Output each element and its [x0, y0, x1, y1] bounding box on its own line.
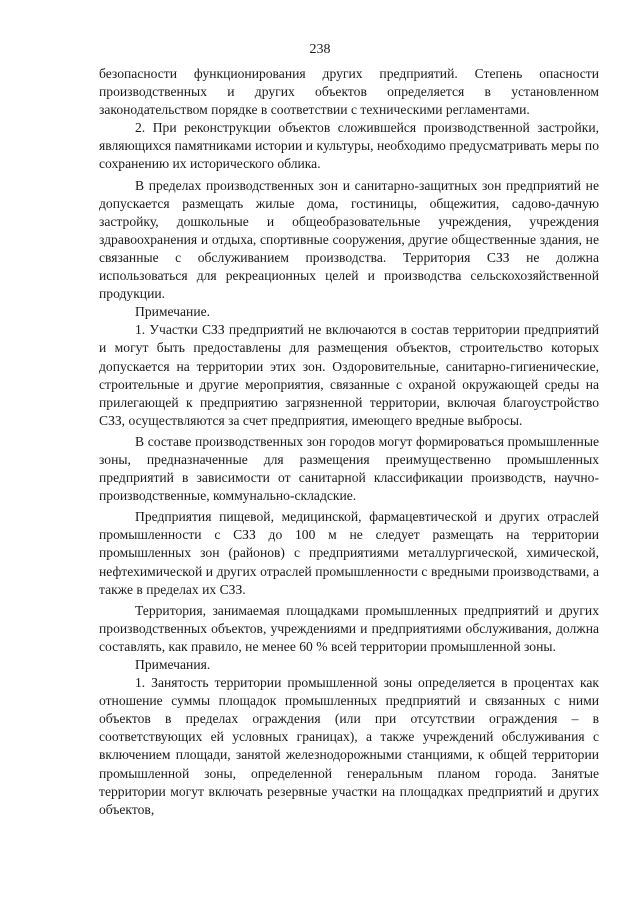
notes-item-1-occupancy: 1. Занятость территории промышленной зоны определяется в процентах как отношение суммы площадок промышленных предприятий и связанных с ними объектов в пределах ограждения (или при отсутствии ограждения – в соответствующих ей условных границах), а также учреждений обслуживания с включением площади, занятой железнодорожными станциями, к общей территории промышленной зоны, определенной генеральным планом города. Занятые территории могут включать резервные участки на площадках предприятий и других объектов,	[99, 675, 599, 817]
paragraph-continuation: безопасности функционирования других предприятий. Степень опасности производственных и других объектов определяется в установленном законодательством порядке в соответствии с техническими регламентами.	[99, 66, 599, 118]
paragraph-production-zones-restrictions: В пределах производственных зон и санитарно-защитных зон предприятий не допускается размещать жилые дома, гостиницы, общежития, садово-дачную застройку, дошкольные и общеобразовательные учреждения, учреждения здравоохранения и отдыха, спортивные сооружения, другие общественные здания, не связанные с обслуживанием производства. Территория СЗЗ не должна использоваться для рекреационных целей и производства сельскохозяйственной продукции.	[99, 177, 599, 302]
paragraph-industrial-zones: В составе производственных зон городов могут формироваться промышленные зоны, предназначенные для размещения преимущественно промышленных предприятий в зависимости от санитарной классификации производств, научно-производственные, коммунально-складские.	[99, 433, 599, 504]
document-body	[99, 65, 599, 819]
page-number: 238	[309, 42, 331, 57]
notes-heading: Примечания.	[135, 657, 211, 672]
paragraph-food-medical-enterprises: Предприятия пищевой, медицинской, фармацевтической и других отраслей промышленности с СЗЗ до 100 м не следует размещать на территории промышленных зон (районов) с предприятиями металлургической, химической, нефтехимической и других отраслей промышленности с вредными производствами, а также в пределах их СЗЗ.	[99, 509, 599, 597]
paragraph-item-2-reconstruction: 2. При реконструкции объектов сложившейся производственной застройки, являющихся памятниками истории и культуры, необходимо предусматривать меры по сохранению их исторического облика.	[99, 120, 599, 172]
paragraph-territory-share: Территория, занимаемая площадками промышленных предприятий и других производственных объектов, учреждениями и предприятиями обслуживания, должна составлять, как правило, не менее 60 % всей территории промышленной зоны.	[99, 602, 599, 654]
note-item-1-szz-plots: 1. Участки СЗЗ предприятий не включаются в состав территории предприятий и могут быть предоставлены для размещения объектов, строительство которых допускается на территории этих зон. Оздоровительные, санитарно-гигиенические, строительные и другие мероприятия, связанные с охраной окружающей среды на прилегающей к предприятию загрязненной территории, включая благоустройство СЗЗ, осуществляются за счет предприятия, имеющего вредные выбросы.	[99, 322, 599, 428]
note-heading: Примечание.	[135, 304, 211, 320]
